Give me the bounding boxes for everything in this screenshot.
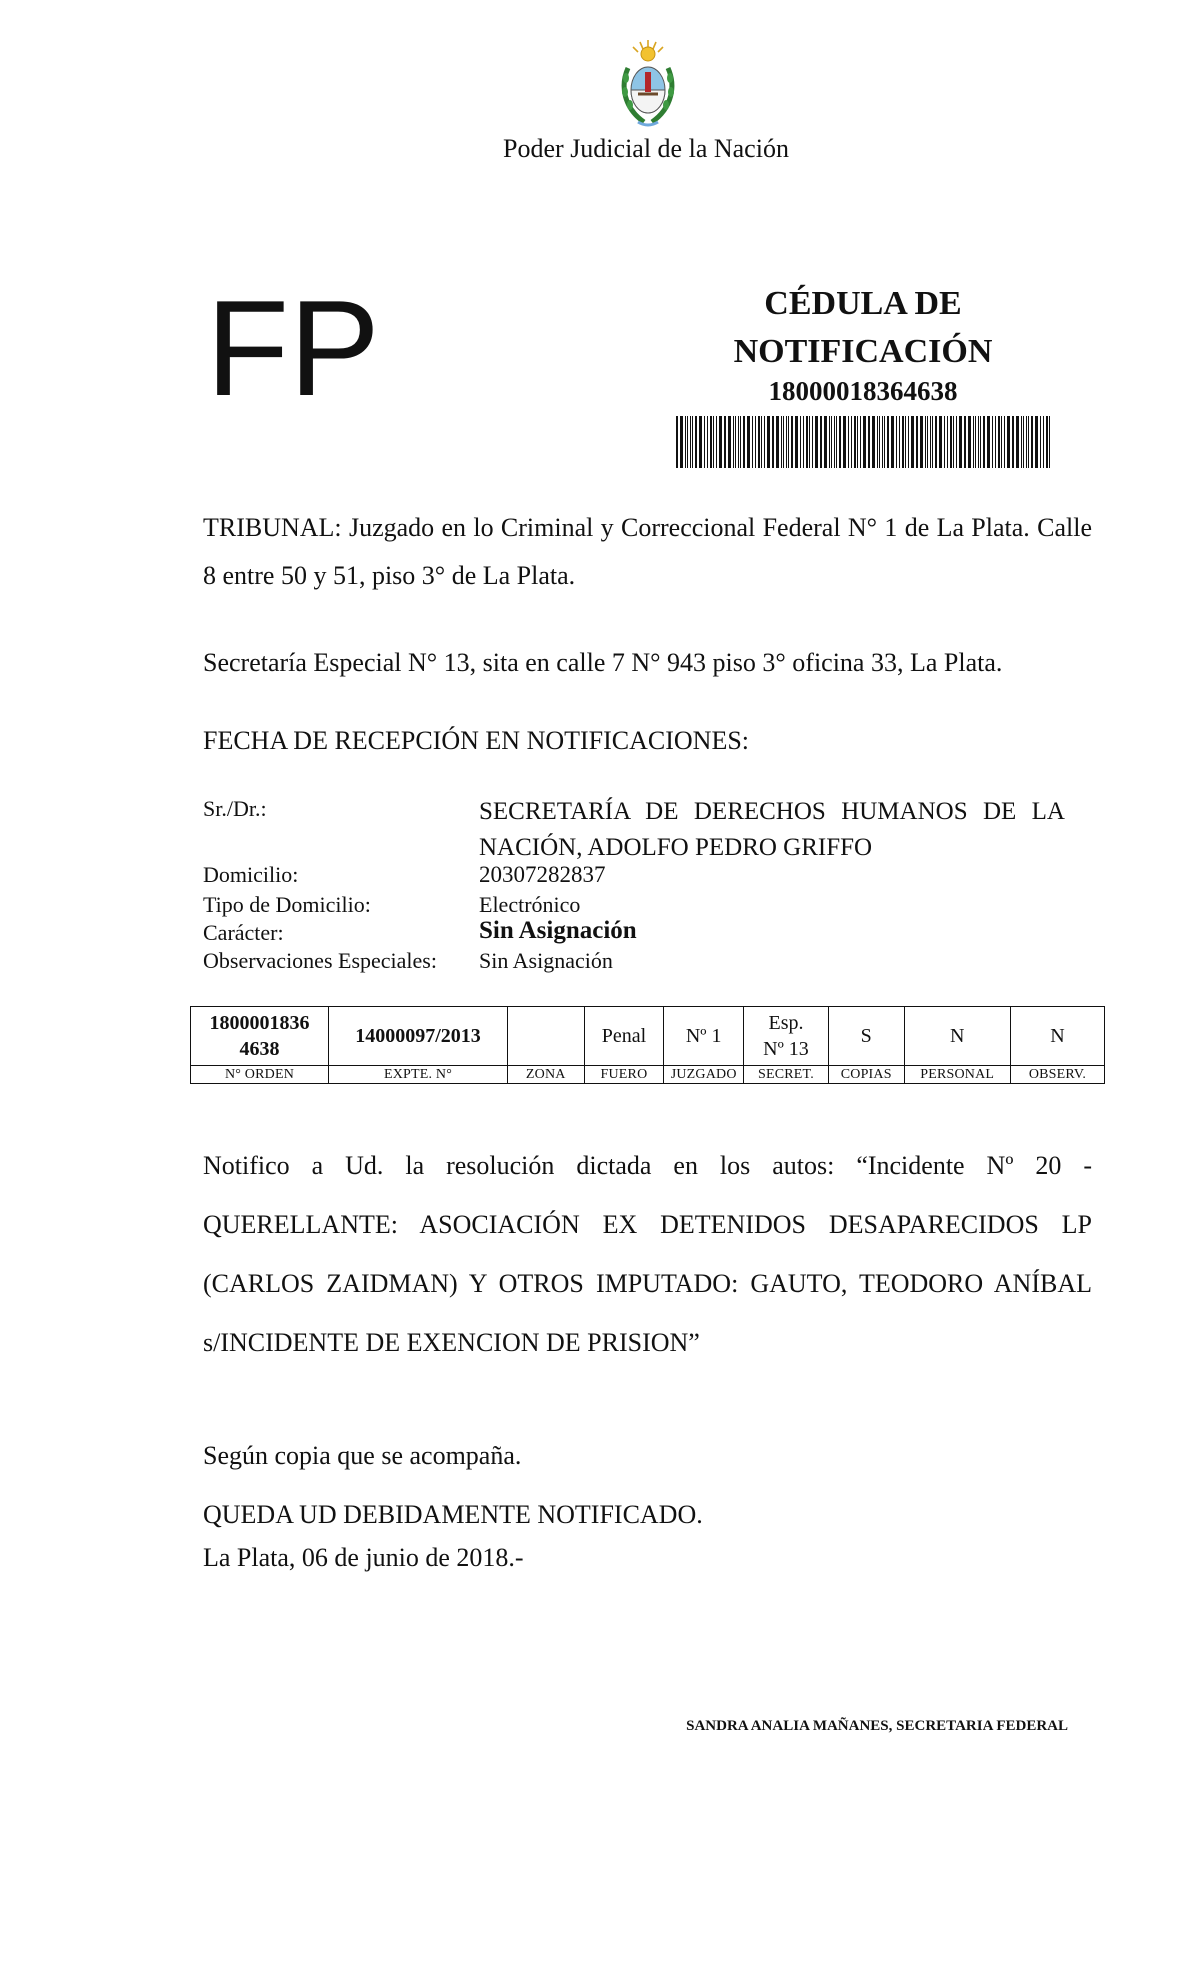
barcode-bar bbox=[1028, 416, 1029, 468]
barcode-bar bbox=[788, 416, 789, 468]
notified-text: QUEDA UD DEBIDAMENTE NOTIFICADO. bbox=[203, 1500, 703, 1529]
tipo-domicilio-value: Electrónico bbox=[479, 892, 581, 917]
barcode-bar bbox=[738, 416, 739, 468]
header-copias: COPIAS bbox=[828, 1066, 904, 1084]
barcode-bar bbox=[1035, 416, 1038, 468]
signature-name: SANDRA ANALIA MAÑANES, SECRETARIA FEDERAL bbox=[686, 1718, 1068, 1734]
caracter-label: Carácter: bbox=[203, 920, 284, 945]
barcode-bar bbox=[959, 416, 962, 468]
barcode-bar bbox=[1012, 416, 1014, 468]
barcode-bar bbox=[854, 416, 856, 468]
barcode-bar bbox=[872, 416, 875, 468]
barcode-bar bbox=[930, 416, 931, 468]
tipo-domicilio-label: Tipo de Domicilio: bbox=[203, 892, 371, 917]
barcode-bar bbox=[953, 416, 954, 468]
barcode-bar bbox=[932, 416, 933, 468]
barcode-bar bbox=[877, 416, 878, 468]
barcode-bar bbox=[975, 416, 976, 468]
barcode-bar bbox=[947, 416, 948, 468]
barcode-bar bbox=[860, 416, 861, 468]
document-title: CÉDULA DE NOTIFICACIÓN bbox=[733, 285, 993, 370]
barcode-bar bbox=[916, 416, 918, 468]
barcode-bar bbox=[803, 416, 804, 468]
barcode-bar bbox=[939, 416, 942, 468]
barcode bbox=[676, 416, 1052, 468]
barcode-bar bbox=[843, 416, 846, 468]
barcode-bar bbox=[735, 416, 736, 468]
barcode-bar bbox=[851, 416, 852, 468]
barcode-bar bbox=[685, 416, 686, 468]
barcode-bar bbox=[978, 416, 979, 468]
recipient-label: Sr./Dr.: bbox=[203, 796, 267, 821]
barcode-bar bbox=[733, 416, 734, 468]
cell-secret: Esp. Nº 13 bbox=[744, 1007, 829, 1066]
barcode-bar bbox=[899, 416, 900, 468]
barcode-bar bbox=[1023, 416, 1024, 468]
barcode-bar bbox=[824, 416, 827, 468]
case-data-table bbox=[190, 1006, 1105, 1084]
barcode-bar bbox=[829, 416, 830, 468]
barcode-bar bbox=[992, 416, 993, 468]
barcode-bar bbox=[800, 416, 801, 468]
barcode-bar bbox=[809, 416, 810, 468]
barcode-bar bbox=[964, 416, 966, 468]
barcode-bar bbox=[831, 416, 832, 468]
barcode-bar bbox=[1031, 416, 1033, 468]
barcode-bar bbox=[806, 416, 808, 468]
barcode-bar bbox=[944, 416, 945, 468]
barcode-bar bbox=[767, 416, 770, 468]
barcode-bar bbox=[1040, 416, 1041, 468]
barcode-bar bbox=[863, 416, 866, 468]
barcode-bar bbox=[676, 416, 678, 468]
cell-copias: S bbox=[828, 1007, 904, 1066]
barcode-bar bbox=[927, 416, 928, 468]
barcode-bar bbox=[956, 416, 957, 468]
barcode-bar bbox=[707, 416, 708, 468]
header-expte: EXPTE. N° bbox=[329, 1066, 508, 1084]
barcode-bar bbox=[1021, 416, 1022, 468]
barcode-bar bbox=[998, 416, 1000, 468]
barcode-bar bbox=[764, 416, 765, 468]
barcode-bar bbox=[704, 416, 705, 468]
barcode-bar bbox=[728, 416, 731, 468]
tribunal-text: TRIBUNAL: Juzgado en lo Criminal y Correccional Federal N° 1 de La Plata. Calle 8 entre 50 y 51, piso 3° de La Plata. bbox=[203, 513, 1092, 590]
barcode-bar bbox=[692, 416, 693, 468]
barcode-bar bbox=[699, 416, 702, 468]
barcode-bar bbox=[1004, 416, 1005, 468]
barcode-bar bbox=[834, 416, 835, 468]
cell-juzgado: Nº 1 bbox=[664, 1007, 744, 1066]
barcode-bar bbox=[740, 416, 741, 468]
fp-mark: FP bbox=[206, 272, 380, 424]
barcode-bar bbox=[716, 416, 717, 468]
barcode-bar bbox=[680, 416, 683, 468]
barcode-bar bbox=[920, 416, 923, 468]
barcode-bar bbox=[935, 416, 937, 468]
barcode-bar bbox=[719, 416, 722, 468]
header-zona: ZONA bbox=[507, 1066, 584, 1084]
barcode-bar bbox=[812, 416, 813, 468]
barcode-bar bbox=[908, 416, 909, 468]
barcode-bar bbox=[747, 416, 750, 468]
observaciones-label: Observaciones Especiales: bbox=[203, 948, 437, 973]
header-personal: PERSONAL bbox=[904, 1066, 1010, 1084]
cell-fuero: Penal bbox=[584, 1007, 664, 1066]
barcode-bar bbox=[755, 416, 756, 468]
observaciones-value: Sin Asignación bbox=[479, 948, 613, 973]
barcode-bar bbox=[925, 416, 926, 468]
barcode-bar bbox=[724, 416, 726, 468]
barcode-bar bbox=[879, 416, 880, 468]
header-juzgado: JUZGADO bbox=[664, 1066, 744, 1084]
barcode-bar bbox=[891, 416, 894, 468]
cedula-number: 18000018364638 bbox=[768, 376, 958, 406]
barcode-bar bbox=[752, 416, 753, 468]
barcode-bar bbox=[896, 416, 897, 468]
barcode-bar bbox=[695, 416, 697, 468]
cell-personal: N bbox=[904, 1007, 1010, 1066]
barcode-bar bbox=[690, 416, 691, 468]
barcode-bar bbox=[783, 416, 784, 468]
barcode-bar bbox=[887, 416, 889, 468]
cell-zona bbox=[507, 1007, 584, 1066]
domicilio-value: 20307282837 bbox=[479, 862, 606, 887]
barcode-bar bbox=[758, 416, 760, 468]
barcode-bar bbox=[820, 416, 822, 468]
barcode-bar bbox=[776, 416, 779, 468]
cell-expte: 14000097/2013 bbox=[329, 1007, 508, 1066]
caracter-value: Sin Asignación bbox=[479, 917, 637, 944]
barcode-bar bbox=[1016, 416, 1019, 468]
institution-title: Poder Judicial de la Nación bbox=[503, 134, 789, 163]
barcode-bar bbox=[983, 416, 985, 468]
barcode-bar bbox=[781, 416, 782, 468]
barcode-bar bbox=[1007, 416, 1010, 468]
fecha-recepcion-label: FECHA DE RECEPCIÓN EN NOTIFICACIONES: bbox=[203, 726, 750, 755]
domicilio-label: Domicilio: bbox=[203, 862, 299, 887]
barcode-bar bbox=[713, 416, 714, 468]
barcode-bar bbox=[848, 416, 849, 468]
barcode-bar bbox=[836, 416, 837, 468]
barcode-bar bbox=[911, 416, 914, 468]
barcode-bar bbox=[743, 416, 745, 468]
barcode-bar bbox=[902, 416, 904, 468]
table-values-row bbox=[191, 1007, 1105, 1066]
barcode-bar bbox=[950, 416, 952, 468]
cell-orden: 1800001836 4638 bbox=[191, 1007, 329, 1066]
barcode-bar bbox=[710, 416, 712, 468]
barcode-bar bbox=[795, 416, 798, 468]
barcode-bar bbox=[786, 416, 787, 468]
barcode-bar bbox=[882, 416, 883, 468]
copia-text: Según copia que se acompaña. bbox=[203, 1441, 522, 1470]
cell-observ: N bbox=[1010, 1007, 1104, 1066]
place-date: La Plata, 06 de junio de 2018.- bbox=[203, 1543, 524, 1572]
barcode-bar bbox=[905, 416, 906, 468]
barcode-bar bbox=[815, 416, 818, 468]
barcode-bar bbox=[995, 416, 996, 468]
barcode-bar bbox=[761, 416, 762, 468]
header-orden: N° ORDEN bbox=[191, 1066, 329, 1084]
barcode-bar bbox=[791, 416, 793, 468]
header-secret: SECRET. bbox=[744, 1066, 829, 1084]
barcode-bar bbox=[980, 416, 981, 468]
coat-of-arms-icon bbox=[618, 38, 678, 130]
barcode-bar bbox=[1049, 416, 1050, 468]
barcode-bar bbox=[1043, 416, 1044, 468]
barcode-bar bbox=[839, 416, 841, 468]
table-header-row bbox=[191, 1066, 1105, 1084]
barcode-bar bbox=[987, 416, 990, 468]
barcode-bar bbox=[1001, 416, 1002, 468]
header-observ: OBSERV. bbox=[1010, 1066, 1104, 1084]
barcode-bar bbox=[973, 416, 974, 468]
barcode-bar bbox=[968, 416, 971, 468]
barcode-bar bbox=[884, 416, 885, 468]
header-fuero: FUERO bbox=[584, 1066, 664, 1084]
barcode-bar bbox=[857, 416, 858, 468]
barcode-bar bbox=[1046, 416, 1048, 468]
notification-body: Notifico a Ud. la resolución dictada en los autos: “Incidente Nº 20 - QUERELLANTE: ASOCIACIÓN EX DETENIDOS DESAPARECIDOS LP (CARLOS ZAIDMAN) Y OTROS IMPUTADO: GAUTO, TEODORO ANÍBAL s/INCIDENTE DE EXENCION DE PRISION” bbox=[203, 1151, 1092, 1357]
recipient-value: SECRETARÍA DE DERECHOS HUMANOS DE LA NACIÓN, ADOLFO PEDRO GRIFFO bbox=[479, 798, 1065, 861]
barcode-bar bbox=[772, 416, 774, 468]
secretaria-text: Secretaría Especial N° 13, sita en calle 7 N° 943 piso 3° oficina 33, La Plata. bbox=[203, 648, 1003, 677]
barcode-bar bbox=[687, 416, 688, 468]
barcode-bar bbox=[868, 416, 870, 468]
barcode-bar bbox=[1026, 416, 1027, 468]
